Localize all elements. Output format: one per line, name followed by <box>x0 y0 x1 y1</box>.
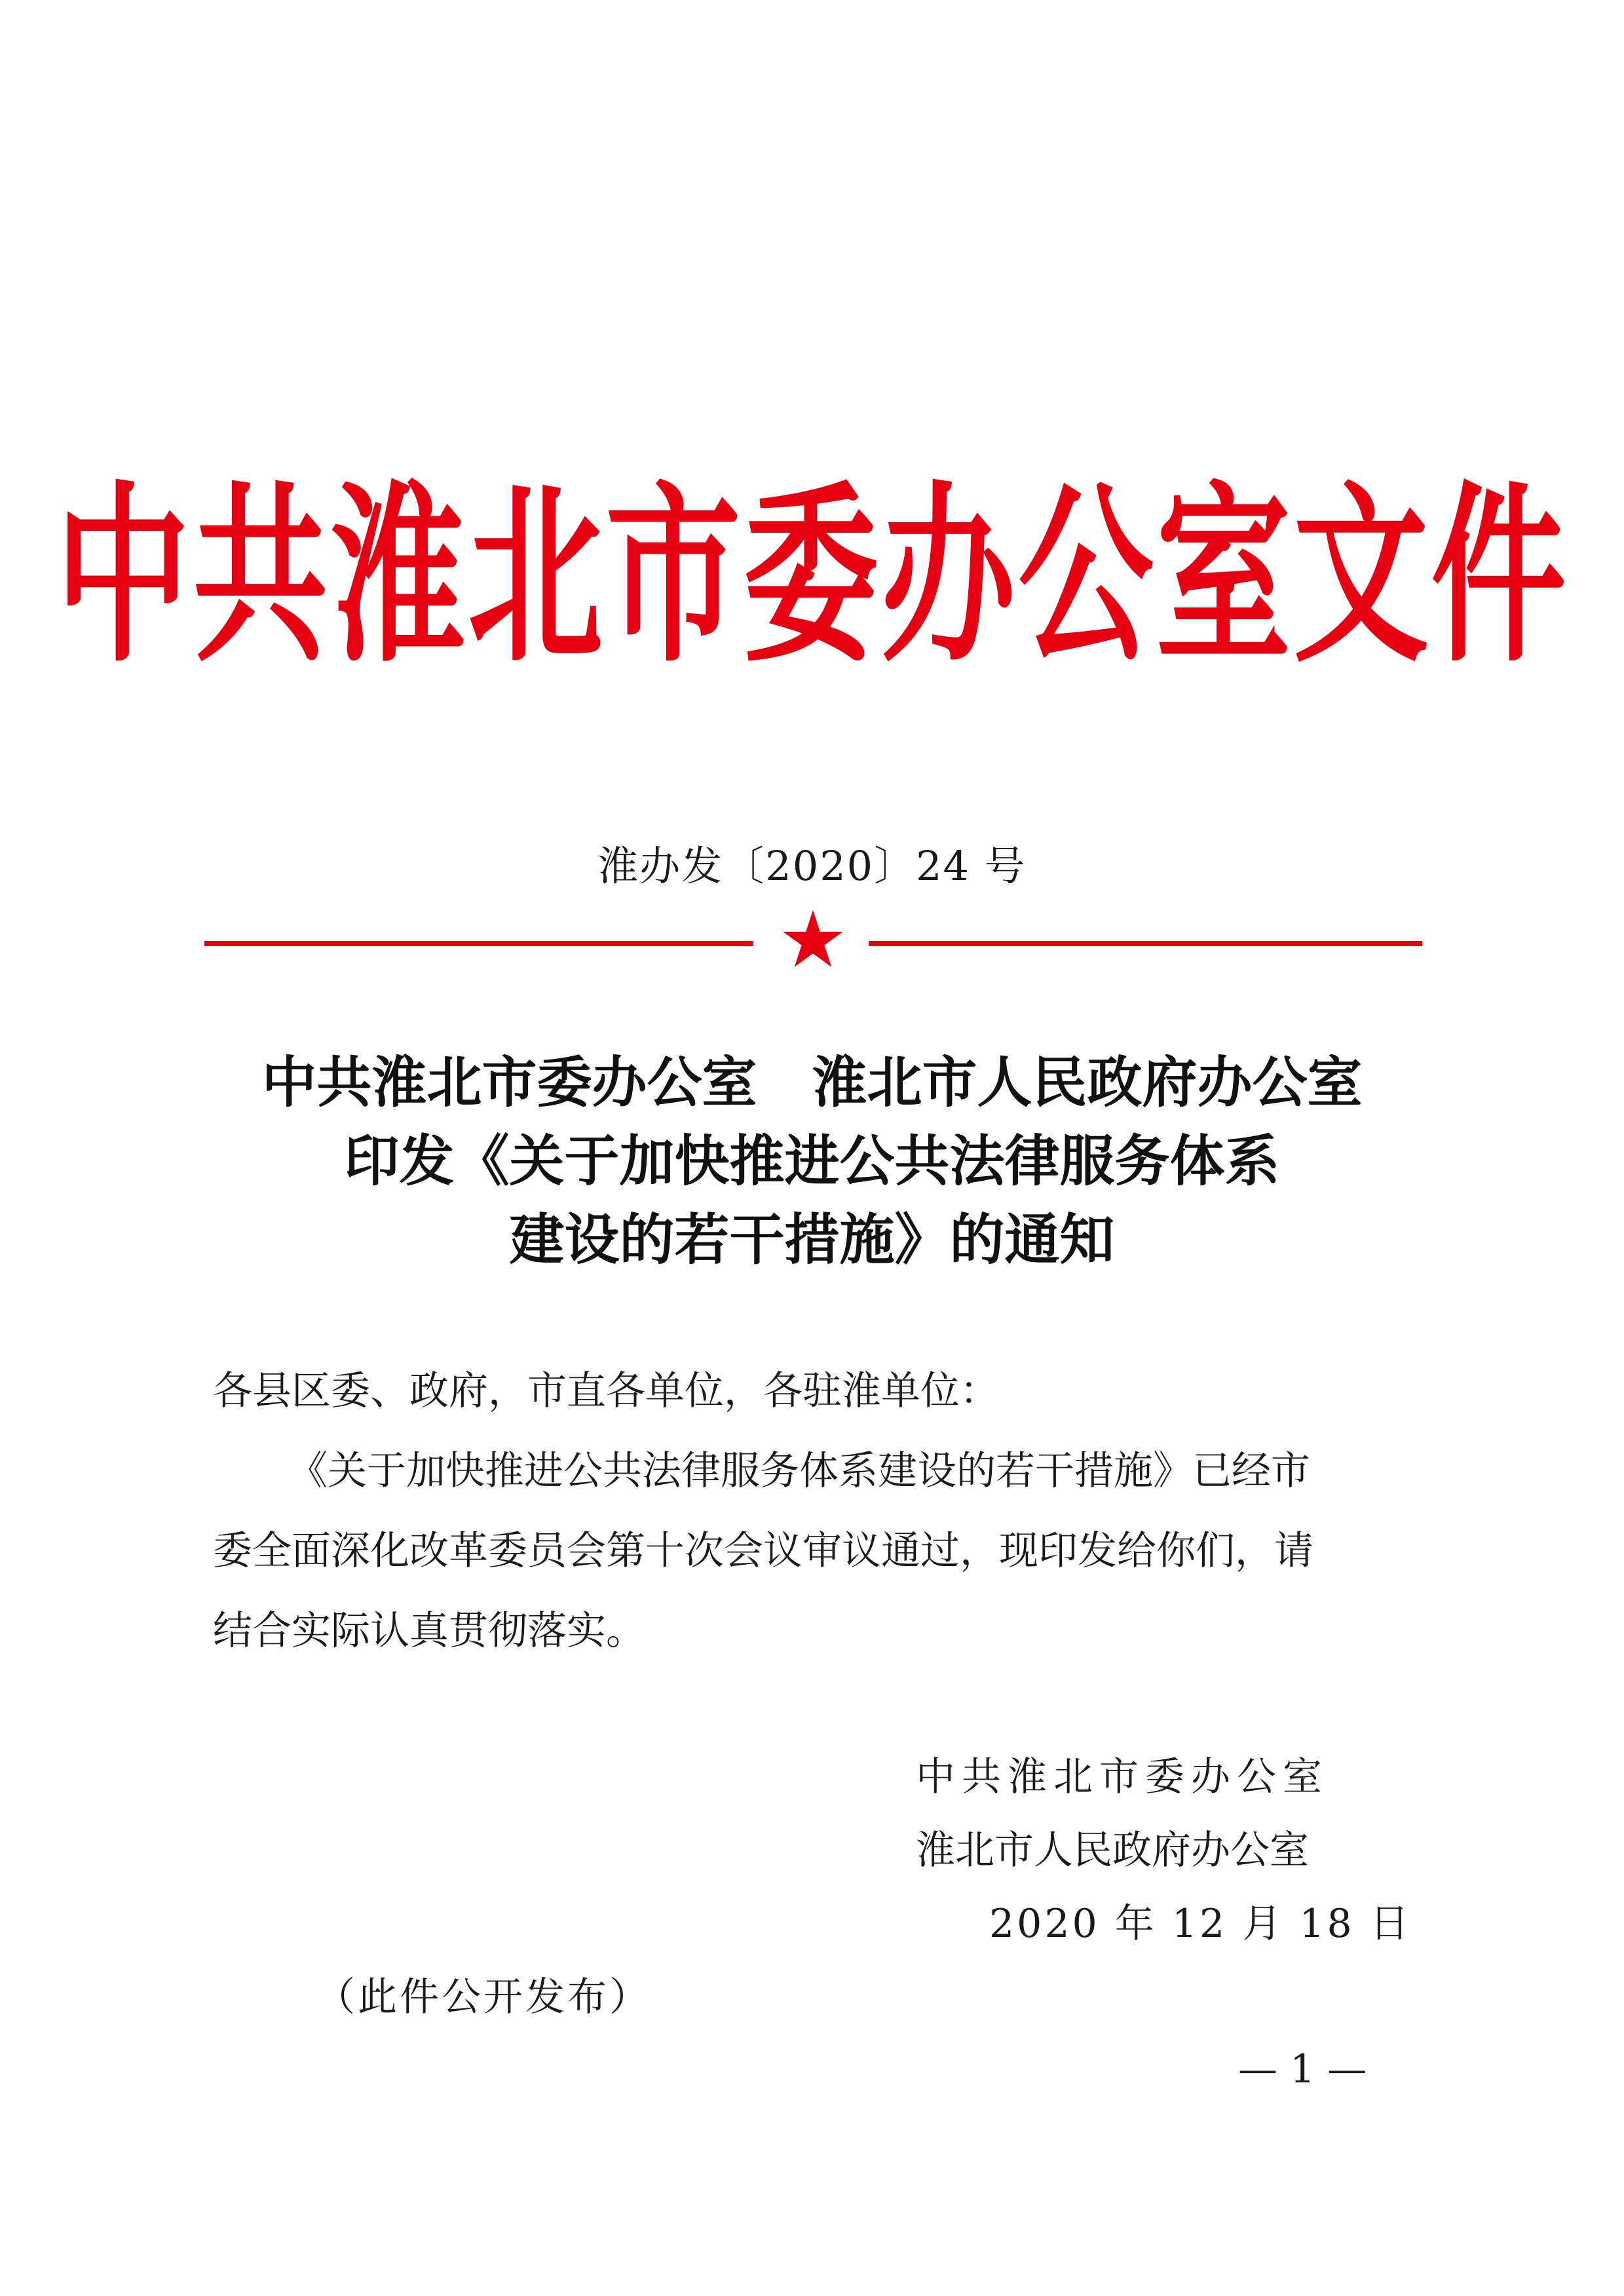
signature-org-2: 淮北市人民政府办公室 <box>916 1827 1309 1873</box>
publish-note: （此件公开发布） <box>316 1974 651 2020</box>
body-paragraph-line-3: 结合实际认真贯彻落实。 <box>213 1608 645 1654</box>
star-icon <box>782 908 844 970</box>
document-number: 淮办发〔2020〕24 号 <box>597 842 1027 890</box>
body-paragraph-line-2: 委全面深化改革委员会第十次会议审议通过，现印发给你们，请 <box>213 1528 1313 1574</box>
document-title <box>0 1043 1624 1279</box>
page-number: — 1 — <box>1238 2046 1367 2092</box>
title-line-2: 印发《关于加快推进公共法律服务体系 <box>344 1128 1280 1193</box>
signature-org-1: 中共淮北市委办公室 <box>916 1754 1329 1800</box>
red-rule-right <box>869 941 1422 946</box>
title-line-1: 中共淮北市委办公室 淮北市人民政府办公室 <box>261 1050 1363 1115</box>
masthead-title: 中共淮北市委办公室文件 <box>55 465 1569 689</box>
salutation: 各县区委、政府，市直各单位，各驻淮单位： <box>213 1368 999 1414</box>
masthead <box>0 459 1624 695</box>
red-rule-left <box>204 941 753 946</box>
signature-date: 2020 年 12 月 18 日 <box>989 1901 1412 1947</box>
title-line-3: 建设的若干措施》的通知 <box>509 1207 1115 1272</box>
body-paragraph-line-1: 《关于加快推进公共法律服务体系建设的若干措施》已经市 <box>288 1448 1310 1494</box>
